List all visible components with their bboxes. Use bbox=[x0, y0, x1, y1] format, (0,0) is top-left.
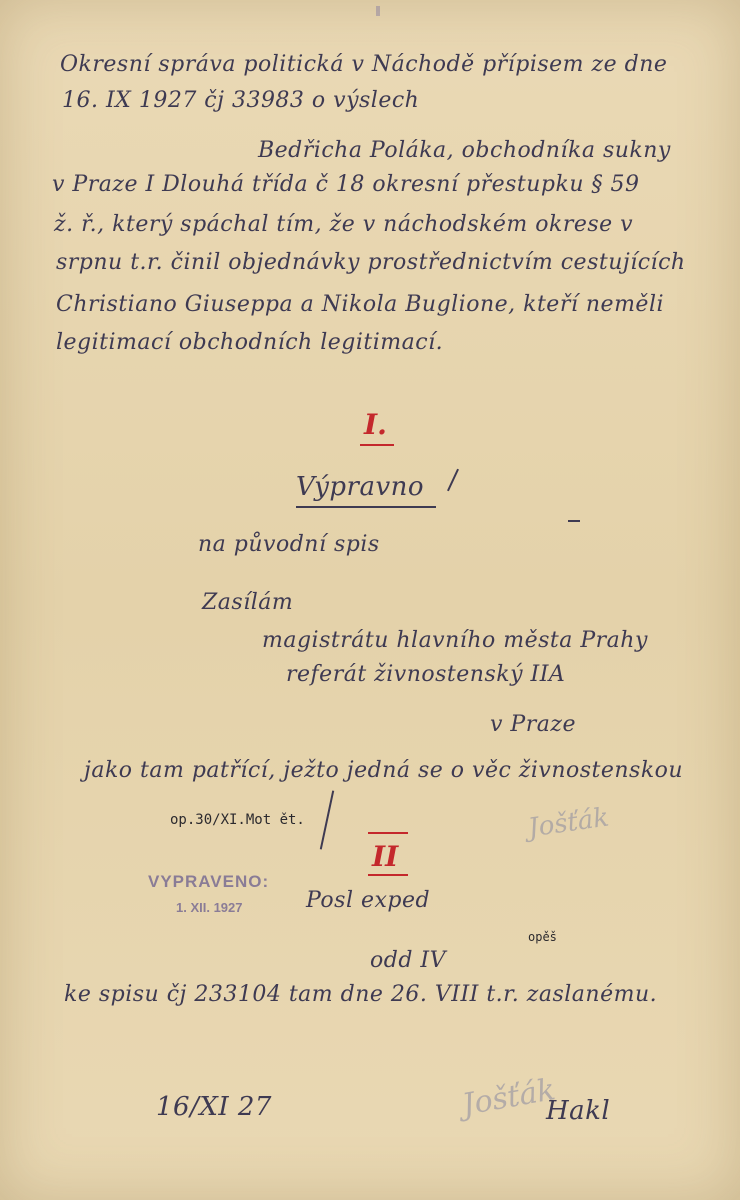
section-2-numeral: II bbox=[372, 840, 399, 873]
intro-line-7: Christiano Giuseppa a Nikola Buglione, kteří neměli bbox=[56, 292, 665, 317]
intro-line-5: ž. ř., který spáchal tím, že v náchodském okrese v bbox=[54, 212, 634, 237]
odd-text: odd IV bbox=[370, 948, 446, 973]
signature: Hakl bbox=[546, 1096, 611, 1126]
recipient-line-2: referát živnostenský IIA bbox=[286, 662, 566, 687]
section-1-numeral-underline bbox=[360, 444, 394, 446]
intro-line-1: Okresní správa politická v Náchodě přípisem ze dne bbox=[60, 52, 668, 77]
intro-line-8: legitimací obchodních legitimací. bbox=[56, 330, 444, 355]
slash-mark bbox=[320, 790, 334, 849]
top-mark bbox=[376, 6, 380, 16]
title-tick bbox=[447, 469, 459, 492]
reason-line: jako tam patřící, ježto jedná se o věc živnostenskou bbox=[84, 758, 684, 783]
recipient-line-3: v Praze bbox=[490, 712, 576, 737]
pencil-signature-bottom: Jošťák bbox=[459, 1072, 558, 1123]
intro-line-3: Bedřicha Poláka, obchodníka sukny bbox=[258, 138, 671, 163]
stamp-date: 1. XII. 1927 bbox=[176, 900, 243, 915]
pencil-signature-top: Jošťák bbox=[526, 802, 611, 844]
intro-line-2: 16. IX 1927 čj 33983 o výslech bbox=[62, 88, 420, 113]
typed-note: op.30/XI.Mot ět. bbox=[170, 812, 305, 828]
dash-mark bbox=[568, 520, 580, 522]
section-2-text: Posl exped bbox=[306, 888, 431, 913]
stamp-title: VYPRAVENO: bbox=[148, 872, 270, 891]
intro-line-4: v Praze I Dlouhá třída č 18 okresní přestupku § 59 bbox=[52, 172, 640, 197]
na-puvodni-spis: na původní spis bbox=[198, 532, 380, 557]
date-signature: 16/XI 27 bbox=[156, 1092, 272, 1122]
final-line: ke spisu čj 233104 tam dne 26. VIII t.r. zaslanému. bbox=[64, 982, 658, 1007]
recipient-line-1: magistrátu hlavního města Prahy bbox=[262, 628, 648, 653]
section-1-title-underline bbox=[296, 506, 436, 508]
section-1-numeral: I. bbox=[364, 408, 387, 441]
section-2-numeral-overline bbox=[368, 832, 408, 834]
section-2-numeral-underline bbox=[368, 874, 408, 876]
intro-line-6: srpnu t.r. činil objednávky prostřednictvím cestujících bbox=[56, 250, 686, 275]
section-1-title: Výpravno bbox=[296, 472, 425, 502]
typed-small: opěš bbox=[528, 930, 557, 944]
zasilam: Zasílám bbox=[202, 590, 294, 615]
